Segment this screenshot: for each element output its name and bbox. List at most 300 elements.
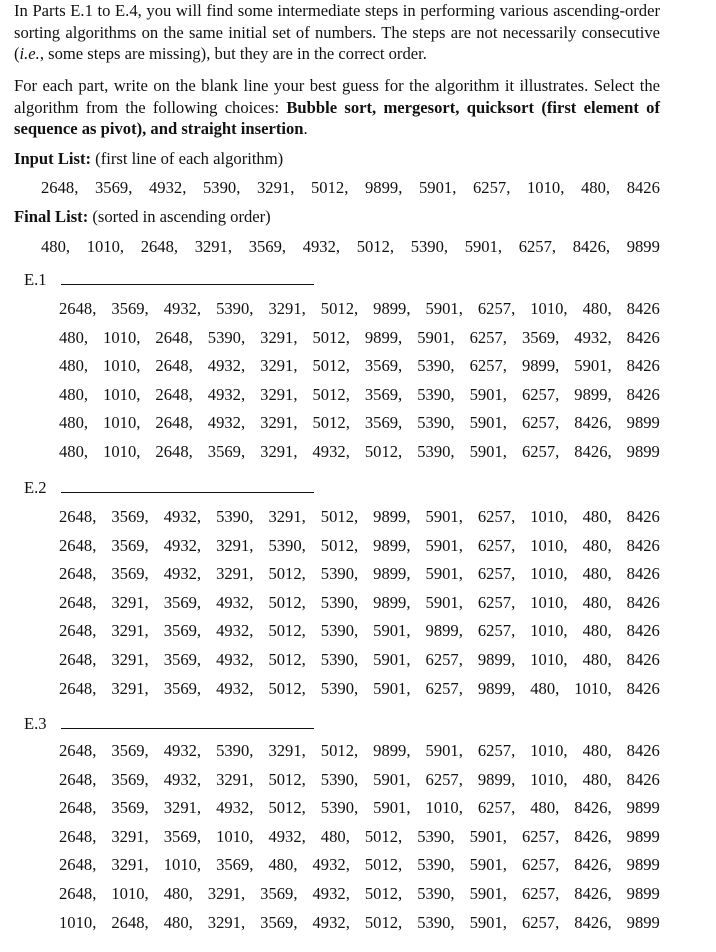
number-value: 3569, (111, 798, 149, 818)
number-value: 6257, (521, 884, 560, 903)
number-value: 5390, (320, 592, 359, 612)
number-value: 8426 (626, 564, 660, 584)
step-row (59, 884, 660, 904)
number-value: 3291, (111, 621, 149, 641)
number-value: 5390, (320, 621, 359, 641)
number-value: 8426 (626, 384, 660, 404)
number-value: 9899 (626, 826, 660, 846)
number-value: 5390, (417, 356, 455, 376)
number-value: 1010, (574, 678, 612, 698)
step-row (59, 564, 660, 584)
number-value: 5012, (320, 535, 359, 555)
answer-blank-line[interactable] (61, 728, 314, 729)
number-value: 4932, (268, 826, 306, 846)
number-value: 3569, (216, 855, 254, 875)
number-value: 5901, (469, 384, 507, 404)
number-value: 3569, (163, 592, 202, 612)
number-value: 480, (41, 237, 71, 256)
number-value: 480, (582, 769, 612, 789)
number-value: 1010, (527, 178, 565, 197)
instructions-paragraph-2 (14, 75, 660, 140)
number-value: 6257, (477, 621, 516, 641)
number-value: 5901, (425, 299, 463, 318)
step-row (59, 913, 660, 933)
number-value: 3291, (207, 884, 246, 903)
number-value: 1010, (530, 741, 568, 760)
number-value: 3291, (260, 384, 298, 404)
number-value: 4932, (207, 384, 246, 404)
number-value: 5901, (373, 769, 411, 789)
number-value: 2648, (59, 621, 97, 641)
number-value: 6257, (521, 442, 560, 461)
number-value: 4932, (149, 178, 187, 197)
number-value: 5901, (373, 798, 411, 818)
number-value: 4932, (574, 327, 612, 347)
number-value: 9899, (477, 650, 516, 669)
number-value: 4932, (163, 299, 202, 318)
step-row (59, 507, 660, 527)
number-value: 2648, (59, 564, 97, 584)
number-value: 1010, (103, 442, 141, 461)
number-value: 5012, (364, 884, 403, 903)
number-value: 5901, (469, 855, 507, 875)
number-value: 5901, (425, 535, 463, 555)
number-value: 3291, (194, 237, 233, 256)
number-value: 3291, (260, 442, 298, 461)
number-value: 9899, (521, 356, 560, 376)
number-value: 5390, (320, 798, 359, 818)
number-value: 2648, (155, 413, 193, 433)
input-list-values (41, 178, 660, 198)
number-value: 3291, (268, 741, 306, 760)
number-value: 5390, (410, 237, 449, 256)
number-value: 9899 (626, 912, 660, 932)
number-value: 5012, (320, 299, 359, 318)
number-value: 2648, (59, 855, 97, 875)
number-value: 2648, (59, 884, 97, 903)
number-value: 6257, (521, 384, 560, 404)
number-value: 5390, (320, 564, 359, 584)
number-value: 3291, (163, 798, 202, 818)
number-value: 480, (320, 826, 350, 846)
number-value: 480, (59, 384, 89, 404)
part-label: E.2 (24, 478, 47, 497)
number-value: 9899 (626, 798, 660, 818)
input-list-label (14, 149, 283, 169)
step-row (59, 621, 660, 641)
final-list-values (41, 237, 660, 257)
number-value: 1010, (59, 912, 97, 932)
number-value: 2648, (59, 650, 97, 669)
number-value: 9899, (365, 178, 403, 197)
step-row (59, 385, 660, 405)
number-value: 2648, (140, 237, 179, 256)
number-value: 9899 (626, 413, 660, 433)
number-value: 6257, (477, 564, 516, 584)
part-label: E.3 (24, 714, 47, 733)
number-value: 2648, (155, 442, 193, 461)
number-value: 4932, (216, 621, 254, 641)
input-list-note: (first line of each algorithm) (95, 149, 284, 168)
number-value: 8426 (626, 535, 660, 555)
number-value: 5901, (373, 621, 411, 641)
step-row (59, 442, 660, 462)
number-value: 2648, (59, 798, 97, 818)
number-value: 3291, (111, 650, 149, 669)
number-value: 6257, (473, 178, 511, 197)
number-value: 4932, (216, 650, 254, 669)
number-value: 480, (530, 678, 560, 698)
number-value: 3569, (260, 884, 298, 903)
final-list-note: (sorted in ascending order) (92, 207, 271, 226)
number-value: 3569, (521, 327, 560, 347)
number-value: 3291, (111, 826, 149, 846)
instructions-text: . (303, 119, 308, 138)
number-value: 5012, (356, 237, 395, 256)
number-value: 5390, (268, 535, 306, 555)
number-value: 6257, (477, 592, 516, 612)
number-value: 6257, (477, 507, 516, 526)
number-value: 9899, (425, 621, 463, 641)
step-row (59, 855, 660, 875)
number-value: 1010, (103, 356, 141, 376)
final-list-title: Final List: (14, 207, 89, 226)
number-value: 1010, (530, 535, 568, 555)
step-row (59, 679, 660, 699)
number-value: 3291, (216, 535, 254, 555)
number-value: 3291, (111, 592, 149, 612)
number-value: 8426, (574, 442, 612, 461)
number-value: 3569, (163, 678, 202, 698)
number-value: 6257, (521, 855, 560, 875)
number-value: 3569, (163, 650, 202, 669)
number-value: 8426 (626, 769, 660, 789)
number-value: 5012, (364, 826, 403, 846)
number-value: 480, (582, 535, 612, 555)
number-value: 1010, (530, 769, 568, 789)
instructions-paragraph-1 (14, 0, 660, 65)
number-value: 5390, (216, 741, 254, 760)
ie-abbreviation: i.e. (19, 44, 40, 63)
number-value: 5390, (320, 650, 359, 669)
number-value: 4932, (163, 741, 202, 760)
number-value: 5012, (268, 650, 306, 669)
number-value: 1010, (530, 592, 568, 612)
number-value: 4932, (163, 507, 202, 526)
number-value: 2648, (59, 592, 97, 612)
number-value: 8426 (626, 592, 660, 612)
number-value: 5012, (268, 769, 306, 789)
number-value: 3569, (364, 356, 403, 376)
number-value: 6257, (425, 769, 463, 789)
number-value: 4932, (216, 798, 254, 818)
answer-blank-line[interactable] (61, 284, 314, 285)
number-value: 3569, (111, 299, 149, 318)
number-value: 2648, (59, 678, 97, 698)
number-value: 2648, (155, 356, 193, 376)
number-value: 3569, (163, 621, 202, 641)
number-value: 6257, (518, 237, 557, 256)
number-value: 5390, (207, 327, 246, 347)
number-value: 8426, (574, 912, 612, 932)
number-value: 480, (582, 741, 612, 760)
number-value: 1010, (530, 299, 568, 318)
number-value: 2648, (155, 327, 193, 347)
number-value: 1010, (103, 413, 141, 433)
number-value: 9899 (626, 442, 660, 461)
number-value: 480, (530, 798, 560, 818)
number-value: 6257, (521, 912, 560, 932)
number-value: 480, (59, 327, 89, 347)
number-value: 4932, (302, 237, 341, 256)
step-row (59, 650, 660, 670)
number-value: 2648, (155, 384, 193, 404)
number-value: 9899, (373, 592, 411, 612)
number-value: 5901, (574, 356, 612, 376)
number-value: 6257, (425, 678, 463, 698)
number-value: 8426, (574, 826, 612, 846)
number-value: 8426, (572, 237, 611, 256)
number-value: 3291, (111, 678, 149, 698)
instructions-text: In Parts E.1 to E.4, you will find some intermediate steps in performing various ascending-order sorting algorithms on the same initial set of numbers. The steps are not necessarily consecutive ( (14, 1, 660, 63)
number-value: 9899, (477, 678, 516, 698)
number-value: 5390, (417, 855, 455, 875)
number-value: 5390, (417, 442, 455, 461)
number-value: 2648, (59, 769, 97, 789)
number-value: 2648, (41, 178, 79, 197)
step-row (59, 593, 660, 613)
number-value: 480, (59, 442, 89, 461)
number-value: 8426, (574, 855, 612, 875)
number-value: 5901, (469, 912, 507, 932)
number-value: 1010, (111, 884, 149, 903)
number-value: 9899, (477, 769, 516, 789)
number-value: 9899, (373, 299, 411, 318)
number-value: 4932, (163, 535, 202, 555)
number-value: 4932, (312, 855, 350, 875)
number-value: 5901, (419, 178, 457, 197)
number-value: 5390, (417, 826, 455, 846)
number-value: 5901, (469, 413, 507, 433)
number-value: 5012, (320, 741, 359, 760)
step-row (59, 299, 660, 319)
number-value: 8426 (626, 299, 660, 318)
number-value: 5901, (417, 327, 455, 347)
number-value: 6257, (521, 413, 560, 433)
number-value: 3569, (111, 741, 149, 760)
number-value: 6257, (477, 741, 516, 760)
number-value: 4932, (312, 884, 350, 903)
step-row (59, 356, 660, 376)
number-value: 5901, (469, 884, 507, 903)
number-value: 3569, (111, 507, 149, 526)
number-value: 5390, (216, 299, 254, 318)
number-value: 8426 (626, 621, 660, 641)
number-value: 5012, (268, 798, 306, 818)
number-value: 2648, (59, 535, 97, 555)
part-label: E.1 (24, 270, 47, 289)
number-value: 5901, (469, 826, 507, 846)
number-value: 5390, (417, 912, 455, 932)
number-value: 5012, (312, 356, 350, 376)
number-value: 3569, (163, 826, 202, 846)
number-value: 8426 (626, 327, 660, 347)
algorithm-choices: Bubble sort, mergesort, quicksort (first element of sequence as pivot), and straight insertion (14, 97, 660, 138)
number-value: 6257, (469, 327, 507, 347)
number-value: 5901, (425, 741, 463, 760)
number-value: 8426 (626, 650, 660, 669)
number-value: 1010, (425, 798, 463, 818)
number-value: 4932, (207, 356, 246, 376)
number-value: 1010, (216, 826, 254, 846)
number-value: 3569, (111, 769, 149, 789)
number-value: 480, (582, 507, 612, 526)
number-value: 2648, (59, 826, 97, 846)
number-value: 4932, (216, 678, 254, 698)
number-value: 5390, (203, 178, 241, 197)
number-value: 5012, (311, 178, 349, 197)
number-value: 9899 (626, 884, 660, 903)
number-value: 480, (582, 564, 612, 584)
number-value: 6257, (477, 798, 516, 818)
number-value: 8426, (574, 413, 612, 433)
number-value: 3291, (260, 413, 298, 433)
number-value: 480, (581, 178, 611, 197)
number-value: 4932, (207, 413, 246, 433)
number-value: 1010, (103, 384, 141, 404)
number-value: 1010, (103, 327, 141, 347)
number-value: 5901, (464, 237, 503, 256)
number-value: 5012, (312, 413, 350, 433)
number-value: 3291, (207, 912, 246, 932)
number-value: 5901, (425, 507, 463, 526)
number-value: 3291, (260, 327, 298, 347)
number-value: 6257, (477, 535, 516, 555)
number-value: 4932, (216, 592, 254, 612)
number-value: 3291, (111, 855, 149, 875)
number-value: 2648, (59, 741, 97, 760)
number-value: 5012, (268, 592, 306, 612)
number-value: 8426, (574, 798, 612, 818)
number-value: 6257, (521, 826, 560, 846)
number-value: 5012, (312, 327, 350, 347)
number-value: 3569, (248, 237, 287, 256)
number-value: 480, (59, 413, 89, 433)
number-value: 8426 (626, 741, 660, 760)
number-value: 480, (163, 912, 193, 932)
step-row (59, 328, 660, 348)
number-value: 5390, (417, 413, 455, 433)
number-value: 8426 (626, 678, 660, 698)
number-value: 480, (582, 592, 612, 612)
number-value: 5012, (320, 507, 359, 526)
number-value: 480, (163, 884, 193, 903)
number-value: 2648, (111, 912, 149, 932)
number-value: 8426 (626, 507, 660, 526)
number-value: 3569, (364, 384, 403, 404)
number-value: 5901, (373, 678, 411, 698)
number-value: 3569, (111, 564, 149, 584)
number-value: 5390, (320, 769, 359, 789)
step-row (59, 536, 660, 556)
number-value: 5390, (216, 507, 254, 526)
number-value: 9899 (626, 237, 660, 256)
number-value: 5012, (268, 564, 306, 584)
number-value: 1010, (530, 564, 568, 584)
number-value: 5012, (364, 912, 403, 932)
number-value: 6257, (477, 299, 516, 318)
number-value: 5901, (469, 442, 507, 461)
number-value: 9899, (373, 741, 411, 760)
step-row (59, 770, 660, 790)
number-value: 1010, (530, 621, 568, 641)
number-value: 3569, (364, 413, 403, 433)
number-value: 3569, (207, 442, 246, 461)
answer-blank-line[interactable] (61, 492, 314, 493)
number-value: 480, (582, 621, 612, 641)
number-value: 9899, (574, 384, 612, 404)
number-value: 3569, (260, 912, 298, 932)
number-value: 9899, (373, 564, 411, 584)
number-value: 8426, (574, 884, 612, 903)
number-value: 480, (582, 650, 612, 669)
number-value: 5012, (364, 855, 403, 875)
number-value: 5012, (364, 442, 403, 461)
number-value: 4932, (312, 442, 350, 461)
number-value: 3569, (95, 178, 133, 197)
step-row (59, 798, 660, 818)
number-value: 3569, (111, 535, 149, 555)
instructions-text: For each part, write on the blank line your best guess for the algorithm it illustrates. Select the algorithm from the following choices: (14, 76, 660, 117)
number-value: 1010, (86, 237, 125, 256)
number-value: 4932, (312, 912, 350, 932)
number-value: 5901, (373, 650, 411, 669)
number-value: 8426 (626, 356, 660, 376)
number-value: 480, (59, 356, 89, 376)
step-row (59, 741, 660, 761)
number-value: 9899, (373, 507, 411, 526)
instructions-text: , some steps are missing), but they are in the correct order. (39, 44, 427, 63)
number-value: 1010, (530, 507, 568, 526)
number-value: 9899 (626, 855, 660, 875)
number-value: 3291, (257, 178, 295, 197)
number-value: 3291, (260, 356, 298, 376)
number-value: 5901, (425, 592, 463, 612)
number-value: 1010, (530, 650, 568, 669)
number-value: 9899, (373, 535, 411, 555)
number-value: 5901, (425, 564, 463, 584)
step-row (59, 413, 660, 433)
step-row (59, 827, 660, 847)
number-value: 5012, (268, 621, 306, 641)
number-value: 480, (268, 855, 298, 875)
number-value: 3291, (268, 299, 306, 318)
number-value: 6257, (469, 356, 507, 376)
number-value: 5390, (417, 884, 455, 903)
input-list-title: Input List: (14, 149, 92, 168)
final-list-label (14, 207, 271, 227)
number-value: 3291, (216, 564, 254, 584)
number-value: 4932, (163, 564, 202, 584)
number-value: 3291, (216, 769, 254, 789)
number-value: 5012, (312, 384, 350, 404)
number-value: 9899, (364, 327, 403, 347)
number-value: 3291, (268, 507, 306, 526)
number-value: 5012, (268, 678, 306, 698)
number-value: 5390, (417, 384, 455, 404)
number-value: 8426 (626, 178, 660, 197)
number-value: 2648, (59, 507, 97, 526)
